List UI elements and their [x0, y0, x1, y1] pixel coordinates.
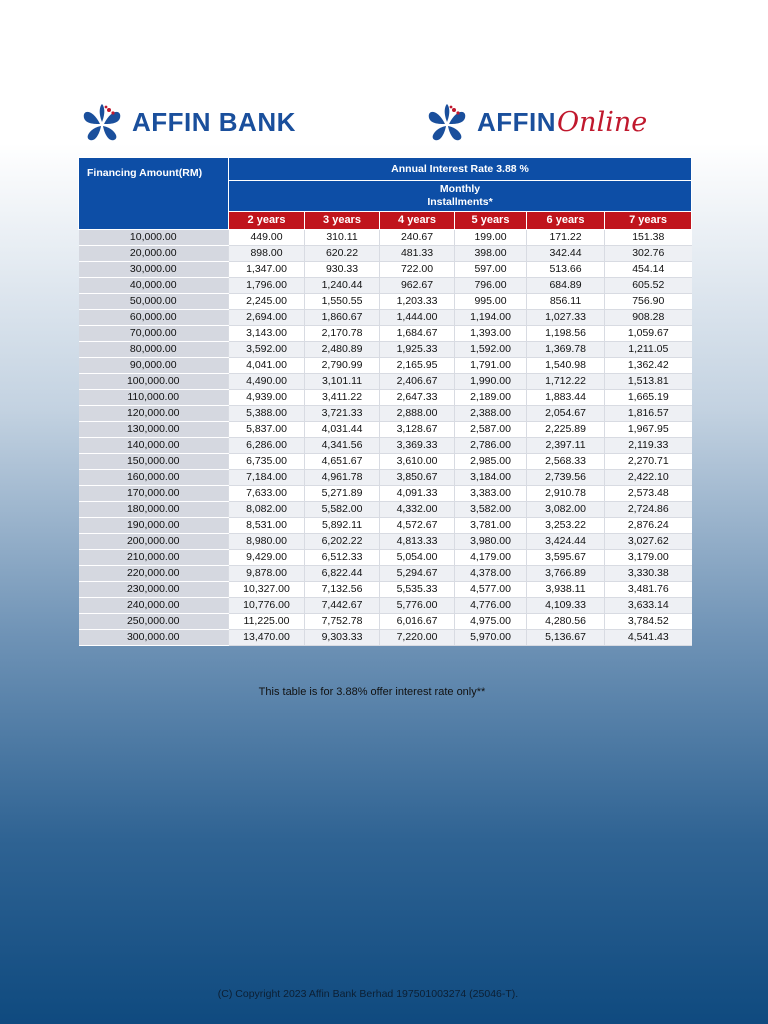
installment-table-container — [78, 157, 691, 646]
installment-cell: 2,388.00 — [455, 406, 527, 422]
affin-flower-icon — [425, 102, 469, 142]
tenure-header: 5 years — [455, 212, 527, 230]
table-row — [79, 246, 692, 262]
installment-table — [78, 157, 692, 646]
installments-label: Installments* — [427, 196, 493, 208]
installment-cell: 9,303.33 — [305, 630, 380, 646]
table-row — [79, 582, 692, 598]
installment-cell: 4,975.00 — [455, 614, 527, 630]
affin-online-logo — [425, 102, 647, 142]
installment-cell: 3,128.67 — [380, 422, 455, 438]
installment-cell: 2,270.71 — [605, 454, 692, 470]
table-row — [79, 534, 692, 550]
installment-cell: 2,647.33 — [380, 390, 455, 406]
installment-cell: 3,369.33 — [380, 438, 455, 454]
installment-cell: 7,752.78 — [305, 614, 380, 630]
installment-cell: 4,813.33 — [380, 534, 455, 550]
financing-amount-header: Financing Amount(RM) — [79, 158, 229, 230]
installment-cell: 5,388.00 — [229, 406, 305, 422]
installment-cell: 310.11 — [305, 230, 380, 246]
installment-cell: 3,582.00 — [455, 502, 527, 518]
installment-cell: 7,184.00 — [229, 470, 305, 486]
installment-cell: 5,271.89 — [305, 486, 380, 502]
installment-cell: 2,694.00 — [229, 310, 305, 326]
financing-amount-cell: 250,000.00 — [79, 614, 229, 630]
table-row — [79, 454, 692, 470]
installment-cell: 3,610.00 — [380, 454, 455, 470]
installment-cell: 3,101.11 — [305, 374, 380, 390]
installment-cell: 930.33 — [305, 262, 380, 278]
installment-cell: 5,776.00 — [380, 598, 455, 614]
installment-cell: 3,411.22 — [305, 390, 380, 406]
installment-cell: 2,910.78 — [527, 486, 605, 502]
table-row — [79, 326, 692, 342]
installment-cell: 5,892.11 — [305, 518, 380, 534]
installment-cell: 4,109.33 — [527, 598, 605, 614]
installment-cell: 302.76 — [605, 246, 692, 262]
installment-cell: 2,170.78 — [305, 326, 380, 342]
installment-cell: 2,888.00 — [380, 406, 455, 422]
financing-amount-cell: 120,000.00 — [79, 406, 229, 422]
installment-cell: 342.44 — [527, 246, 605, 262]
affin-bank-wordmark: AFFIN BANK — [132, 106, 296, 137]
installment-cell: 5,535.33 — [380, 582, 455, 598]
installment-cell: 151.38 — [605, 230, 692, 246]
installment-cell: 513.66 — [527, 262, 605, 278]
installment-cell: 240.67 — [380, 230, 455, 246]
table-row — [79, 374, 692, 390]
installment-cell: 1,198.56 — [527, 326, 605, 342]
financing-amount-cell: 50,000.00 — [79, 294, 229, 310]
installment-cell: 2,790.99 — [305, 358, 380, 374]
installment-cell: 4,939.00 — [229, 390, 305, 406]
installment-cell: 6,512.33 — [305, 550, 380, 566]
installment-cell: 4,541.43 — [605, 630, 692, 646]
installment-cell: 2,480.89 — [305, 342, 380, 358]
installment-cell: 454.14 — [605, 262, 692, 278]
installment-cell: 9,429.00 — [229, 550, 305, 566]
financing-amount-cell: 170,000.00 — [79, 486, 229, 502]
installment-cell: 2,568.33 — [527, 454, 605, 470]
installment-cell: 1,665.19 — [605, 390, 692, 406]
financing-amount-cell: 180,000.00 — [79, 502, 229, 518]
installment-cell: 2,985.00 — [455, 454, 527, 470]
table-row — [79, 230, 692, 246]
installment-cell: 4,280.56 — [527, 614, 605, 630]
installment-cell: 3,781.00 — [455, 518, 527, 534]
installment-cell: 4,961.78 — [305, 470, 380, 486]
financing-amount-cell: 70,000.00 — [79, 326, 229, 342]
installment-cell: 4,091.33 — [380, 486, 455, 502]
table-row — [79, 502, 692, 518]
financing-amount-cell: 110,000.00 — [79, 390, 229, 406]
installment-cell: 605.52 — [605, 278, 692, 294]
tenure-header: 3 years — [305, 212, 380, 230]
tenure-header: 7 years — [605, 212, 692, 230]
interest-rate-header: Annual Interest Rate 3.88 % — [229, 158, 692, 181]
installment-cell: 1,712.22 — [527, 374, 605, 390]
tenure-header: 2 years — [229, 212, 305, 230]
table-row — [79, 550, 692, 566]
installment-cell: 2,587.00 — [455, 422, 527, 438]
offer-rate-note: This table is for 3.88% offer interest rate only** — [258, 686, 486, 698]
installment-cell: 1,240.44 — [305, 278, 380, 294]
installment-cell: 796.00 — [455, 278, 527, 294]
installment-cell: 597.00 — [455, 262, 527, 278]
installment-cell: 1,550.55 — [305, 294, 380, 310]
financing-amount-cell: 160,000.00 — [79, 470, 229, 486]
installment-cell: 1,362.42 — [605, 358, 692, 374]
installment-cell: 1,990.00 — [455, 374, 527, 390]
copyright-footer: (C) Copyright 2023 Affin Bank Berhad 197501003274 (25046-T). — [217, 988, 519, 1000]
installment-cell: 2,573.48 — [605, 486, 692, 502]
table-row — [79, 486, 692, 502]
table-row — [79, 406, 692, 422]
installment-cell: 5,837.00 — [229, 422, 305, 438]
financing-amount-cell: 40,000.00 — [79, 278, 229, 294]
installment-cell: 2,165.95 — [380, 358, 455, 374]
installment-cell: 3,721.33 — [305, 406, 380, 422]
installment-cell: 2,225.89 — [527, 422, 605, 438]
affin-online-prefix: AFFIN — [477, 106, 557, 137]
installment-cell: 8,980.00 — [229, 534, 305, 550]
installment-cell: 4,378.00 — [455, 566, 527, 582]
installment-cell: 1,796.00 — [229, 278, 305, 294]
installment-cell: 3,082.00 — [527, 502, 605, 518]
installment-cell: 1,194.00 — [455, 310, 527, 326]
installment-cell: 1,684.67 — [380, 326, 455, 342]
installment-cell: 3,179.00 — [605, 550, 692, 566]
installment-cell: 3,980.00 — [455, 534, 527, 550]
installment-cell: 3,592.00 — [229, 342, 305, 358]
financing-amount-cell: 300,000.00 — [79, 630, 229, 646]
financing-amount-cell: 10,000.00 — [79, 230, 229, 246]
table-row — [79, 438, 692, 454]
financing-amount-cell: 60,000.00 — [79, 310, 229, 326]
installment-cell: 4,341.56 — [305, 438, 380, 454]
installment-cell: 1,860.67 — [305, 310, 380, 326]
installment-cell: 1,211.05 — [605, 342, 692, 358]
installment-cell: 1,347.00 — [229, 262, 305, 278]
installment-cell: 2,724.86 — [605, 502, 692, 518]
financing-amount-cell: 80,000.00 — [79, 342, 229, 358]
installment-cell: 2,119.33 — [605, 438, 692, 454]
financing-amount-cell: 230,000.00 — [79, 582, 229, 598]
installment-cell: 4,490.00 — [229, 374, 305, 390]
financing-amount-cell: 140,000.00 — [79, 438, 229, 454]
installment-cell: 5,294.67 — [380, 566, 455, 582]
installment-cell: 6,735.00 — [229, 454, 305, 470]
installment-cell: 856.11 — [527, 294, 605, 310]
installment-cell: 3,330.38 — [605, 566, 692, 582]
installment-cell: 1,203.33 — [380, 294, 455, 310]
installment-cell: 1,027.33 — [527, 310, 605, 326]
installment-cell: 398.00 — [455, 246, 527, 262]
monthly-label: Monthly — [439, 183, 481, 195]
installment-cell: 1,791.00 — [455, 358, 527, 374]
table-body — [79, 230, 692, 646]
table-row — [79, 518, 692, 534]
installment-cell: 2,189.00 — [455, 390, 527, 406]
affin-online-suffix: Online — [557, 106, 648, 138]
installment-cell: 3,184.00 — [455, 470, 527, 486]
installment-cell: 3,595.67 — [527, 550, 605, 566]
installment-cell: 7,132.56 — [305, 582, 380, 598]
installment-cell: 2,245.00 — [229, 294, 305, 310]
installment-cell: 4,651.67 — [305, 454, 380, 470]
installment-cell: 2,876.24 — [605, 518, 692, 534]
installment-cell: 3,784.52 — [605, 614, 692, 630]
financing-amount-cell: 100,000.00 — [79, 374, 229, 390]
installment-cell: 199.00 — [455, 230, 527, 246]
table-row — [79, 390, 692, 406]
installment-cell: 3,383.00 — [455, 486, 527, 502]
installment-cell: 4,041.00 — [229, 358, 305, 374]
financing-amount-cell: 210,000.00 — [79, 550, 229, 566]
installment-cell: 4,577.00 — [455, 582, 527, 598]
installment-cell: 3,253.22 — [527, 518, 605, 534]
installment-cell: 2,739.56 — [527, 470, 605, 486]
installment-cell: 481.33 — [380, 246, 455, 262]
installment-cell: 1,883.44 — [527, 390, 605, 406]
financing-amount-cell: 240,000.00 — [79, 598, 229, 614]
table-row — [79, 566, 692, 582]
installment-cell: 1,540.98 — [527, 358, 605, 374]
installment-cell: 4,179.00 — [455, 550, 527, 566]
installment-cell: 3,027.62 — [605, 534, 692, 550]
financing-amount-cell: 20,000.00 — [79, 246, 229, 262]
installment-cell: 1,925.33 — [380, 342, 455, 358]
table-row — [79, 470, 692, 486]
tenure-header: 4 years — [380, 212, 455, 230]
installment-cell: 5,582.00 — [305, 502, 380, 518]
financing-amount-cell: 130,000.00 — [79, 422, 229, 438]
installment-cell: 995.00 — [455, 294, 527, 310]
installment-cell: 908.28 — [605, 310, 692, 326]
financing-amount-cell: 150,000.00 — [79, 454, 229, 470]
installment-cell: 1,059.67 — [605, 326, 692, 342]
financing-amount-cell: 30,000.00 — [79, 262, 229, 278]
installment-cell: 1,592.00 — [455, 342, 527, 358]
installment-cell: 4,031.44 — [305, 422, 380, 438]
installment-cell: 1,369.78 — [527, 342, 605, 358]
installment-cell: 3,143.00 — [229, 326, 305, 342]
installment-cell: 5,970.00 — [455, 630, 527, 646]
installment-cell: 4,572.67 — [380, 518, 455, 534]
installment-cell: 6,016.67 — [380, 614, 455, 630]
table-row — [79, 294, 692, 310]
financing-amount-cell: 220,000.00 — [79, 566, 229, 582]
installment-cell: 13,470.00 — [229, 630, 305, 646]
installment-cell: 8,531.00 — [229, 518, 305, 534]
table-row — [79, 598, 692, 614]
installment-cell: 620.22 — [305, 246, 380, 262]
installment-cell: 6,286.00 — [229, 438, 305, 454]
installment-cell: 3,766.89 — [527, 566, 605, 582]
installment-cell: 6,822.44 — [305, 566, 380, 582]
installment-cell: 1,967.95 — [605, 422, 692, 438]
table-row — [79, 310, 692, 326]
installment-cell: 5,136.67 — [527, 630, 605, 646]
installment-cell: 8,082.00 — [229, 502, 305, 518]
installment-cell: 756.90 — [605, 294, 692, 310]
installment-cell: 11,225.00 — [229, 614, 305, 630]
installment-cell: 1,444.00 — [380, 310, 455, 326]
installment-cell: 962.67 — [380, 278, 455, 294]
installment-cell: 2,054.67 — [527, 406, 605, 422]
financing-amount-cell: 90,000.00 — [79, 358, 229, 374]
installment-cell: 2,397.11 — [527, 438, 605, 454]
table-row — [79, 278, 692, 294]
table-row — [79, 342, 692, 358]
table-row — [79, 630, 692, 646]
installment-cell: 9,878.00 — [229, 566, 305, 582]
installment-cell: 684.89 — [527, 278, 605, 294]
affin-flower-icon — [80, 102, 124, 142]
installment-cell: 2,786.00 — [455, 438, 527, 454]
table-row — [79, 614, 692, 630]
installment-cell: 898.00 — [229, 246, 305, 262]
installment-cell: 3,424.44 — [527, 534, 605, 550]
installment-cell: 10,776.00 — [229, 598, 305, 614]
installment-cell: 4,332.00 — [380, 502, 455, 518]
installment-cell: 10,327.00 — [229, 582, 305, 598]
installment-cell: 449.00 — [229, 230, 305, 246]
installment-cell: 3,481.76 — [605, 582, 692, 598]
installment-cell: 6,202.22 — [305, 534, 380, 550]
installment-cell: 2,406.67 — [380, 374, 455, 390]
installment-cell: 1,816.57 — [605, 406, 692, 422]
monthly-installments-header — [229, 181, 692, 212]
installment-cell: 722.00 — [380, 262, 455, 278]
installment-cell: 2,422.10 — [605, 470, 692, 486]
installment-cell: 5,054.00 — [380, 550, 455, 566]
installment-cell: 4,776.00 — [455, 598, 527, 614]
tenure-header: 6 years — [527, 212, 605, 230]
financing-amount-cell: 200,000.00 — [79, 534, 229, 550]
installment-cell: 1,513.81 — [605, 374, 692, 390]
table-row — [79, 358, 692, 374]
installment-cell: 7,220.00 — [380, 630, 455, 646]
financing-amount-cell: 190,000.00 — [79, 518, 229, 534]
affin-online-wordmark — [477, 107, 647, 138]
installment-cell: 7,442.67 — [305, 598, 380, 614]
installment-cell: 3,633.14 — [605, 598, 692, 614]
installment-cell: 7,633.00 — [229, 486, 305, 502]
installment-cell: 171.22 — [527, 230, 605, 246]
installment-cell: 3,850.67 — [380, 470, 455, 486]
installment-cell: 3,938.11 — [527, 582, 605, 598]
table-row — [79, 262, 692, 278]
affin-bank-logo — [80, 102, 296, 142]
table-row — [79, 422, 692, 438]
installment-cell: 1,393.00 — [455, 326, 527, 342]
